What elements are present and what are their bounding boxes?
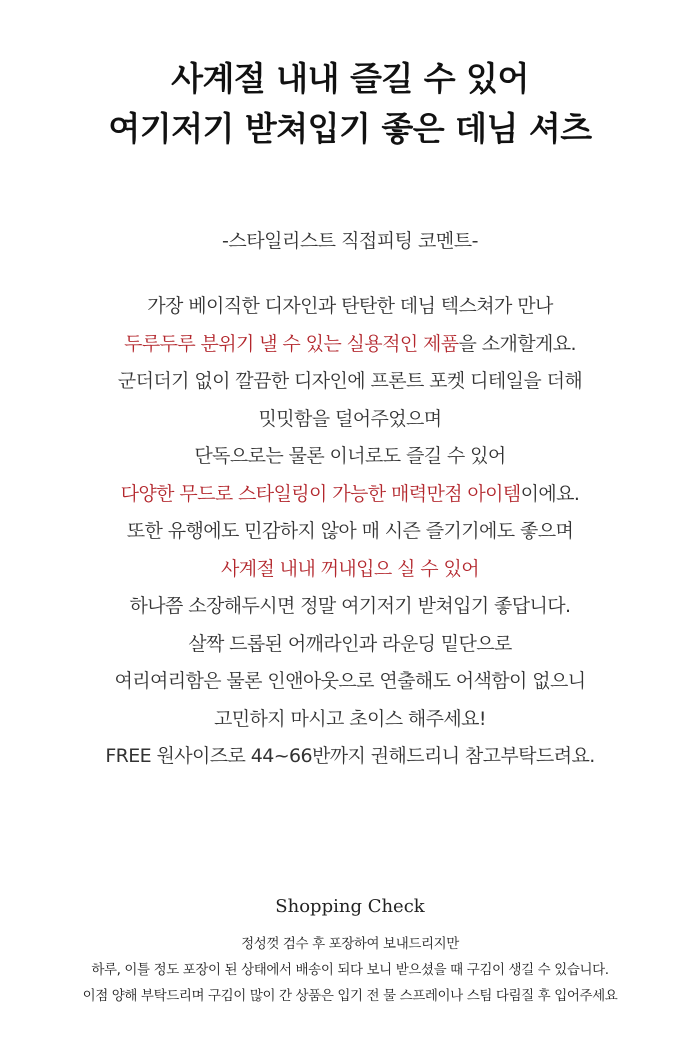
highlighted-text: 두루두루 분위기 낼 수 있는 실용적인 제품 [124, 332, 459, 355]
comment-text: 여리여리함은 물론 인앤아웃으로 연출해도 어색함이 없으니 [114, 670, 586, 692]
stylist-comment-body [0, 288, 700, 776]
comment-text: 밋밋함을 덜어주었으며 [258, 407, 442, 430]
comment-line [0, 738, 700, 776]
comment-text: 하나쯤 소장해두시면 정말 여기저기 받쳐입기 좋답니다. [129, 595, 571, 617]
highlighted-text: 다양한 무드로 스타일링이 가능한 매력만점 아이템 [120, 482, 521, 505]
comment-text: FREE 원사이즈로 44~66반까지 권해드리니 참고부탁드려요. [105, 745, 595, 767]
comment-line [0, 701, 700, 739]
comment-text: 이에요. [520, 482, 580, 505]
highlighted-text: 사계절 내내 꺼내입으 실 수 있어 [220, 557, 479, 580]
shopping-check-notes [0, 931, 700, 1009]
shopping-check-title: Shopping Check [275, 896, 425, 917]
comment-line [0, 626, 700, 664]
comment-line [0, 401, 700, 439]
headline [0, 54, 700, 154]
comment-line [0, 363, 700, 401]
comment-line [0, 551, 700, 589]
comment-text: 또한 유행에도 민감하지 않아 매 시즌 즐기기에도 좋으며 [126, 520, 574, 542]
comment-line [0, 513, 700, 551]
comment-line [0, 438, 700, 476]
headline-line-2: 여기저기 받쳐입기 좋은 데님 셔츠 [108, 109, 592, 148]
comment-text: 가장 베이직한 디자인과 탄탄한 데님 텍스쳐가 만나 [147, 295, 553, 317]
comment-text: 고민하지 마시고 초이스 해주세요! [214, 707, 486, 730]
headline-line-1: 사계절 내내 즐길 수 있어 [171, 59, 529, 98]
stylist-comment-title: -스타일리스트 직접피팅 코멘트- [222, 230, 478, 252]
comment-line [0, 288, 700, 326]
comment-line [0, 326, 700, 364]
comment-text: 살짝 드롭된 어깨라인과 라운딩 밑단으로 [188, 632, 512, 655]
shopping-check-line: 정성껏 검수 후 포장하여 보내드리지만 [241, 936, 459, 952]
comment-line [0, 588, 700, 626]
comment-text: 을 소개할게요. [458, 332, 576, 355]
shopping-check-line: 이점 양해 부탁드리며 구김이 많이 간 상품은 입기 전 물 스프레이나 스팀 다림질 후 입어주세요 [82, 988, 618, 1004]
comment-line [0, 663, 700, 701]
comment-text: 단독으로는 물론 이너로도 즐길 수 있어 [194, 445, 506, 467]
comment-line [0, 476, 700, 514]
comment-text: 군더더기 없이 깔끔한 디자인에 프론트 포켓 디테일을 더해 [117, 370, 583, 392]
shopping-check-line: 하루, 이틀 정도 포장이 된 상태에서 배송이 되다 보니 받으셨을 때 구김이 생길 수 있습니다. [91, 962, 609, 978]
